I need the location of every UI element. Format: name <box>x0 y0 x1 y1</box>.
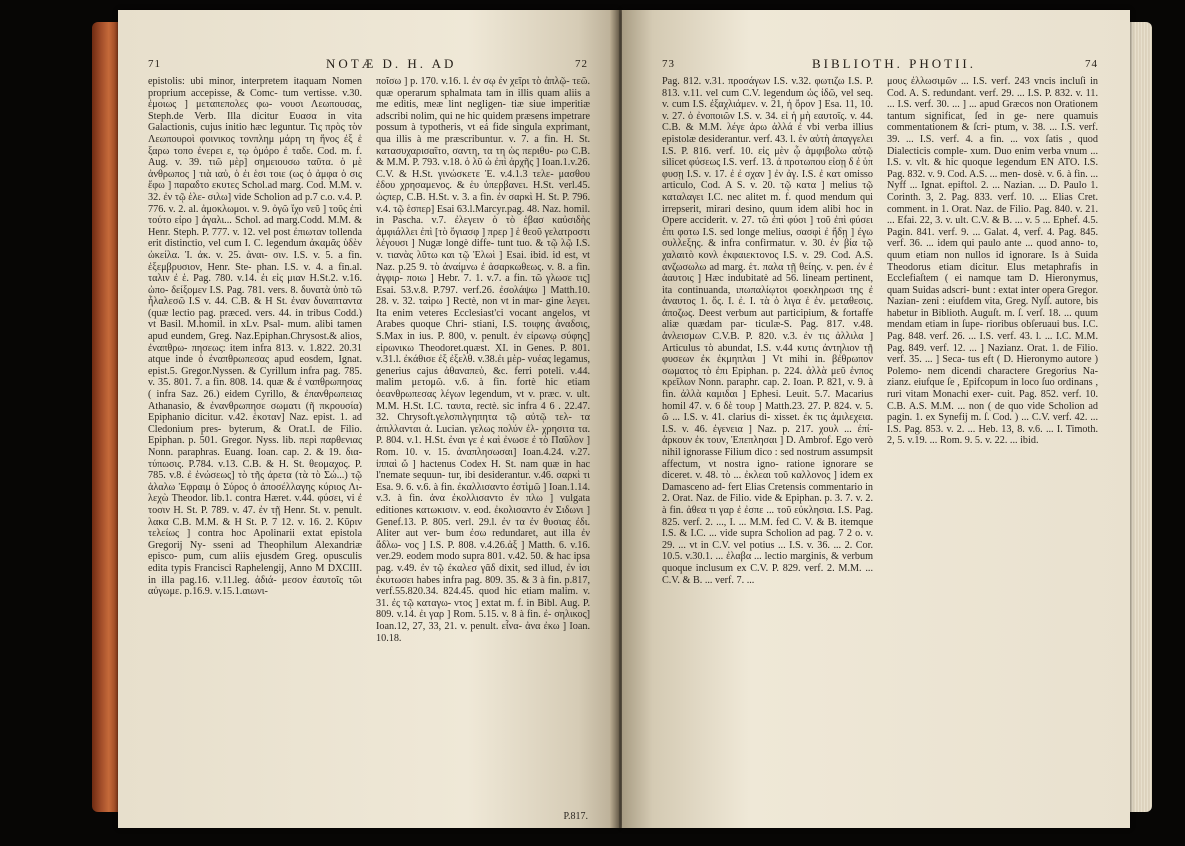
page-number: 71 <box>148 58 161 70</box>
text-column: μους ἐλλωσιμῶν ... I.S. verf. 243 vncis incluſi in Cod. A. S. redundant. verf. 29. ... I.S. P. 832. v. 11. ... I.S. verf. 30. ... ] ... apud Græcos non Orationem tantum significat, ſed in ge- nere quamuis commentationem & ſcri- ptum, v. 38. ... I.S. verf. 39. ... I.S. verf. 4. a fin. ... vox ſatis , quod Dialecticis comple- xum. Duo enim verba vnum ... I.S. v. vlt. & hic quoque legendum ΕΝ ΑΤΟ. I.S. Pag. 832. v. 9. Cod. A.S. ... men- dosè. v. 6. à fin. ... Nyff ... Ignat. epiftol. 2. ... Nazian. ... D. Paulo 1. Corinth. 3, 2. Pag. 833. verf. 10. ... Elias Cret. comment. in 1. Orat. Naz. de Filio. Pag. 840. v. 21. ... Efai. 22, 3. v. ult. C.V. & B. ... v. 5 ... Ephef. 4.5. Pagin. 841. verf. 9. ... Galat. 4, verf. 4. Pag. 845. verf. 36. ... idem qui paulo ante ... quod anno- to, quum etiam non nullos id ignorare. Is à Suida Theodorus etiam dicitur. Elus metaphrafis in Ecclefiaſtem ( ei namque tam D. Hieronymus, quam Suidas adscri- bunt : extat inter opera Gregor. Nazian- zeni : eiufdem vita, Greg. Nyſſ. autore, bis habetur in Biblioth. Auguſt. m. ſ. verſ. 18. ... quum mendam etiam in ſupe- rioribus obſeruaui bus. I.C. Pag. 848. verf. 26. ... I.S. verf. 43. l. ... I.C. M.M. Pag. 849. verf. 12. ... ] Nazianz. Orat. 1. de Filio. verf. 35. ... ] Seca- tus eft ( D. Hieronymo autore ) Polemo- nem dicendi charactere Gregorius Na- zianz. eiufque ſe , Epifcopum in loco ſuo ordinans , ruri vitam Monachi exer- cuit. Pag. 852. verf. 10. C.B. A.S. M.M. ... non ( de quo vide Scholion ad pagin. 1. ex Synefij m. ſ. Cod. ) ... C.V. verf. 42. ... I.S. Pag. 853. v. 2. ... Heb. 13, 8. v.6. ... I. Timoth. 2, 5. v.19. ... Rom. 9. 5. v. 22. ... ibid. <box>887 76 1101 447</box>
page-number: 74 <box>1085 58 1098 70</box>
text-column: epistolis: ubi minor, interpretem itaquam Nomen proprium accepisse, & Comc- tum vertisse. v.30. ἐμοιως ] μεταπεπολες φω- νουσι Λεωπουσας, Steph.de Verb. Illa dicitur Ευασα in vita Galactionis, cujus initio hæc leguntur. Τις πρὸς τὸν Λεωπουροὶ φοινικος τονπλημ μάρη τη ἥνος ἐξ ἑ ξαρω τοπο ἐνερει ε, τῳ ὁμόρο ἐ ταδε. Cod. m. f. Aug. v. 39. τιῶ μὲρ] σημειουσω ταῦτα. ὁ μὲ ἀνθρωπος ] τιὰ ιαὐ, ὁ ἐι ἑσι τοιε (ως ὁ ἀμφα ὁ σις ἔφω ] παραδτο εκυτες Schol.ad marg. Cod. M.M. v. 32. ἐν τῷ ἑλε- σιλω] vide Scholion ad p.7 c.o. v.4. P. 776. v. 2. al. ἀμοκλωμοι. v. 9. ὀγῶ ἴχο νεῦ ] τοῦς ἐπὶ τούτο εἰρο ] ἀγαλι... Schol. ad marg.Codd. M.M. & Henr. Steph. P. 777. v. 12. vel post ἐπιωταν tollenda erit distinctio, vel cum I. C. legendum ἀκαμᾶς ὑδὲν ὠκείλα. Ἰ. ἀκ. v. 25. ἀναι- σιν. I.S. v. 5. a fin. ἐξεμβρυσιον, Henr. Ste- phan. I.S. v. 4. a fin.al. ταλιν ἐ ἑ. Pag. 780. v.14. ἐι εἰς μιαν H.St.2. v.16. ὠπο- δείξομεν I.S. Pag. 781. vers. 8. δυνατὰ ὑπὸ τῶ ἦλαλεσῶ I.S v. 44. C.B. & H St. ἐναν δυναπταντα (quæ lectio pag. præced. vers. 44. in tribus Codd.) vt Basil. M.homil. in xLv. Psal- mum. alibi tamen apud eundem, Greg. Naz.Epiphan.Chrysost.& alios, ἐναπθρω- πησεως: item infra 813. v. 1.822. 20.31 atque inde ὁ ἐναπθρωπεσας apud eosdem, Ignat. epist.5. Gregor.Nyssen. & Cyrillum infra pag. 785. v. 35. 801. 7. a fin. 808. 14. quæ & ἐ ναπθρωπησας ( infra Saz. 26.) eidem Cyrillo, & ἐπανθρωπειας Athanasio, & ἐνανθρωπησε σωματι (ῆ πκρουσία) Epiphanio dicitur. v.42. ἑκοταν] Naz. epist. 1. ad Cledonium pres- byterum, & Orat.I. de Filio. Epiphan. p. 501. Gregor. Nyss. lib. περὶ παρθενιας Nonn. paraphras. Euang. Ioan. cap. 2. & 19. δια- τύπωσις. P.784. v.13. C.B. & H. St. θεομαχος. P. 785. v.8. ἐ ἑνώσεως] τὸ τῆς ἀρετα (τὰ τὸ Σώ...) τῷ ἀλαλω Ἐφραιμ ὁ Σύρος ὁ ἀποσέλλαγης κύριος Λι- λεχὼ Theodor. lib.1. contra Hæret. v.44. φύσει, vi ἐ τοσιν H. St. P. 789. v. 47. ἐν τῇ Henr. St. v. penult. λακα C.B. M.M. & H St. P. 7 12. v. 16. 2. Κῦριν τελείως ] contra hoc Apolinarii extat epistola Gregorij Ny- sseni ad Theophilum Alexandriæ episco- pum, cum aliis ejusdem Greg. opusculis edita typis Francisci Raphelengij, Anno M DXCIII. in illa pag.16. v.11.leg. ἀδιά- μεσον ἐαυτοῖς τῶι αὐγωμε. p.16.9. v.15.1.αιωνι- <box>148 76 365 598</box>
page-number: 72 <box>575 58 588 70</box>
left-page-header <box>148 56 588 76</box>
open-book <box>74 4 1159 842</box>
book-edge-right <box>1128 22 1152 812</box>
left-page <box>118 10 618 828</box>
book-edge-left <box>92 22 120 812</box>
catchword: P.817. <box>563 811 588 822</box>
text-column: Pag. 812. v.31. προσάγων I.S. v.32. φωτιζω I.S. P. 813. v.11. vel cum C.V. legendum ὡς ἰδῶ, vel seq. v. cum I.S. ἐξαχλιάμεν. v. 21, ἡ ὄρον ] Esa. 11, 10. v. 27. ὁ ἐνοποιῶν I.S. v. 34. εἰ ἡ μὴ εαυτοῖς. v. 44. C.B. & M.M. λέγε ἀρω ἀλλά ἐ vbi verba illius epistolæ desiderantur. verf. 43. l. ἐν αὐτὴ ἀπαγγελει I.S. P. 816. verf. 10. εἰς μὲν ᾧ ἀμφιβολω αὐτῷ silicet φύσεως I.S. verf. 13. ἀ προτωπου εἰσῃ δ ἐ ὑπ φυσῃ I.S. v. 17. ἐ ἐ σχαν ] ἐν ἀγ. I.S. ἐ κατ omisso articulo, Cod. A S. v. 20. τῷ κατα ] melius τῷ καταλαγει I.C. nec alitet m. f. quod mendum qui irrepserit, mirari desino, quum idem alibi hoc in Opere acciderit. v. 27. τῶ ἐπὶ φύσι ] τοῦ ἐπὶ φύσει ἐπι φοτω I.S. sed longe melius, σασφὶ ἐ ἤδῃ ] ἐγω συλλεξης. & infra confirmatur. v. 30. ἐν βία τῷ χαλαιτὸ κονλ ἑκφαιεκτονος I.S. v. 29. Cod. A.S. ανζωσωλω ad marg. ἑτ. παλα τῇ θείης. v. pen. ἐν ἐ ἀαυτοις ] Hæc indubitatè ad 56. lineam pertinent, ita continuanda, ιπωπαλίῳτοι φοεκληρωσι της ἐ ἀναυτος 1. ὅς. I. ἐ. I. τὰ ὁ λιγα ἐ ἐν. μεταθεσις. ἀποζως. Deest verbum aut participium, & fortaffe aliæ quædam par- ticulæ-S. Pag. 817. v.48. ἀνλεισμων C.V.B. P. 820. v.3. ἐν τις ἀλλιλα ] Articulus τὸ abundat, I.S. v.44 κυτις ἀντηλιον τῇ φυσεων ἐκ ἐκμηπλαι ] Vt mihi in. βἐθρωπον σωματος τὸ ἐπι Epiphan. p. 224. ἀλλὰ μεῦ ἑνπος κρεῖλων Nonn. paraphr. cap. 2. Ioan. P. 821, v. 9. à fin. ἀλλὰ καμιδαι ] Ephesi. Leuit. 5.7. Macarius homil 47. v. 6 δὲ τουρ ] Matth.23. 27. P. 824. v. 5. ῶ ... I.S. v. 41. clarius di- xisset. ἐκ τις ἀμιλεχεια. I.S. v. 46. ἐγενεια ] Naz. p. 217. χουλ ... ἐπί- ἀρκουν ἐκ τουν, Ἐπεπλησαι ] D. Ambrof. Ego verò nihil ignorasse Filium dico : sed nostrum assumpsit affectum, vt nostra igno- ratione ignorare se diceret. v. 48. τὸ ... ἐκλεαι τοῦ καλλονος ] idem ex Damasceno ad- fert Elias Cretensis commentario in 2. Orat. Naz. de Filio. vide & Epiphan. p. 3. 7. v. 2. à fin. ἀθεα τι γαρ ἐ ἐσπε ... τοῦ εὐκλησια. I.S. Pag. 825. verf. 2. ..., I. ... M.M. fed C. V. & B. itemque I.S. & I.C. ... vide supra Scholion ad pag. 7 2 o. v. 29. ... vt in C.V. vel potius ... I.S. v. 36. ... 2. Cor. 10.5. v.30.1. ... ἐλαβα ... lectio marginis, & verbum quoque inclusum ex C.V. P. 829. verf. 2. M.M. ... C.V. & B. ... verf. 7. ... <box>662 76 876 586</box>
right-page-header <box>662 56 1098 76</box>
running-title: NOTÆ D. H. AD <box>326 56 457 71</box>
text-column: ποῖσω ] p. 170. v.16. l. ἐν σῳ ἐν χεῖρι τὸ ἀπλῷ- τεῶ. quæ operarum sphalmata tam in illis quam aliis a me editis, meæ lint negligen- tiæ siue imperitiæ adscribi nolim, qui ne hic quidem præsens impetrare possum à typotheris, vt eá fide singula exprimant, qua illis à me præscribuntur. v. 7. a fin. H. St. κατασυχαρισαῖτο, σαντη, τα τη ὡς περιθυ- ρω C.B. & M.M. P. 793. v.18. ὁ λῦ ὠ ἐπὶ ἀρχῆς ] Ioan.1.v.26. C.V. & H.St. γινώσκετε Ἐ. v.4.1.3 τελε- μασθου ἐδου χρησαμενος. & ἑυ ὑπερβανει. H.St. verl.45. ὡςπερ, C.B. H.St. v. 3. a fin. ἐν σαρκὶ H. St. P. 796. v.4. τῷ ἑσπερ] Esai 63.l.Marcyr.pag. 48. Naz. homil. in Pascha. v.7. ἐλεγειν ὁ τὸ ἑβασ καὐσιδὴς ἀμφιάλλει ἐπὶ [τὸ ὄγιασφ ] πρερ ] ἑ θεοῦ γελατροστι λέγουσι ] Nugæ longè diffe- tunt tuo. & τῷ λῷ I.S. v. τιανὰς λῦτω και τῷ Ἐλωὶ ] Esai. ibid. id est, vt Naz. p.25 9. τὸ ἀναίμνω ἐ ἀσαρκωθεως. v. 8. a fin. ἀγφιρ- ποιω ] Hebr. 7. 1. v.7. a fin. τῶ γλωσε τις] Esai. 53.v.8. P.797. verf.26. ἐσολάψω ] Matth.10. 28. v. 32. ταὶρω ] Rectè, non vt in mar- gine λεγει. Ita enim veteres Ecclesiast'ci vocant angelos, vt Arabes quoque Chri- stiani, I.S. τοιφης ἀναδσις, S.Max in ius. P. 800, v. penult. ἐν εἰρωνῳ σύφης] εἰρωνικω Theodoret.quæst. XI. in Genes. P. 801. v.31.l. ἐκάθισε ἐξ ἐξελθ. v.38.ἐι μὲρ- νυέας legamus, generius cajus ἀθαναπεὐ, &c. ferri poteli. v.44. malim μετομῶ. v.6. à fin. fortè hic etiam ὀεανθρωπεσας λέγων legendum, vt v. præc. v. ult. M.M. H.St. I.C. ταυτα, rectè. sic infra 4 6 . 22.47. 32. Chrysoft.γελσπιλγηπητα τῷ αὐτῷ τελ- τα ἀπιλλανται ἀ. Lucian. γελως πολύν ἐλ- χρησιτα τα. P. 804. v.1. H.St. ἐναι γε ἐ καὶ ἐνωσε ἐ τὸ Παῦλον ] Rom. 10. v. 15. ἀναπλησωσαι] Ioan.4.24. v.27. ἱππαὶ ὤ ] hactenus Codex H. St. nam quæ in hac l'nemate sequun- tur, ibi desiderantur. v.46. σαρκὶ τι Esa. 9. 6. v.6. à fin. ἐκαλλισαντο ἐστὶμῶ ] Ioan.1.14. v.3. à fin. ἀνα ἐκολλισαντο ἐν πλω ] vulgata editiones κατωκισιν. v. eod. ἐκολισαντο ἐν Σιδωνι ] Genef.13. P. 805. verl. 29.l. ἐν τα ἐν θυσιας ἐδι. Aliter aut ver- bum ἐσω redundaret, aut illa ἐν ἄδλω- νος ] I.S. P. 808. v.4.26.ἀξ ] Matth. 6. v.16. ver.29. eodem modo supra 801. v.42. 50. & hac ipsa pag. v.49. ἐν τῷ ἐκαλεσ γᾶδ dixit, sed illud, ἐν ἱσι ἐκυτωσει habes infra pag. 809. 35. & 3 à fin. p.817, verf.55.820.34. 824.45. quod hic etiam malim. v. 31. ἐς τῷ καταγω- ντος ] extat m. f. in Bibl. Aug. P. 809. v.14. ἐι γαρ ] Rom. 5.15. v. 8 à fin. ἐ- σηλικος] Ioan.12, 27, 33, 21. v. penult. εἶνα- ἀνα ἐκω ] Ioan. 10.18. <box>376 76 593 644</box>
left-page-columns <box>148 76 593 810</box>
right-page <box>622 10 1130 828</box>
running-title: BIBLIOTH. PHOTII. <box>812 56 977 71</box>
right-page-columns <box>662 76 1101 810</box>
page-number: 73 <box>662 58 675 70</box>
